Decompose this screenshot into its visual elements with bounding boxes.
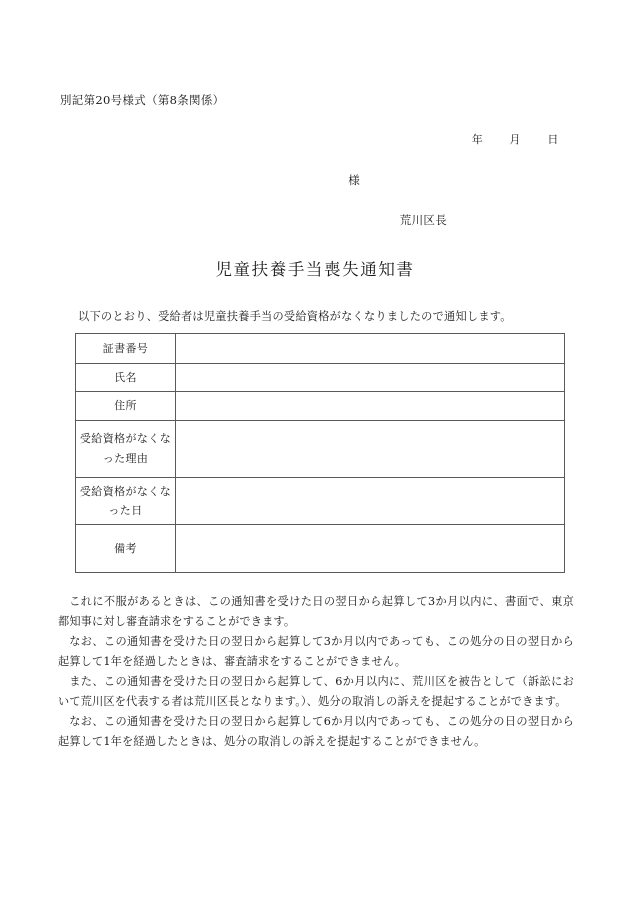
table-row (76, 392, 565, 420)
date-year-label: 年 (471, 133, 484, 146)
table-row (76, 364, 565, 392)
row-value-name[interactable] (176, 364, 565, 392)
form-number: 別記第20号様式（第8条関係） (60, 93, 225, 107)
notice-paragraph-2: なお、この通知書を受けた日の翌日から起算して3か月以内であっても、この処分の日の翌日から起算して1年を経過したときは、審査請求をすることができません。 (58, 634, 574, 668)
row-value-loss-reason[interactable] (176, 420, 565, 477)
row-label-remarks: 備考 (76, 525, 176, 573)
row-value-certificate-number[interactable] (176, 334, 565, 364)
table-row (76, 477, 565, 525)
row-label-address: 住所 (76, 392, 176, 420)
issuer-name: 荒川区長 (399, 213, 447, 227)
table-row (76, 525, 565, 573)
page-title: 児童扶養手当喪失通知書 (215, 260, 415, 279)
row-value-remarks[interactable] (176, 525, 565, 573)
addressee-honorific: 様 (348, 173, 360, 187)
row-value-address[interactable] (176, 392, 565, 420)
notice-details-table (75, 333, 565, 573)
intro-text: 以下のとおり、受給者は児童扶養手当の受給資格がなくなりましたので通知します。 (78, 310, 512, 323)
table-row (76, 334, 565, 364)
notice-paragraph-3: また、この通知書を受けた日の翌日から起算して、6か月以内に、荒川区を被告として（訴訟において荒川区を代表する者は荒川区長となります。）、処分の取消しの訴えを提起することができます。 (58, 674, 574, 708)
row-value-loss-date[interactable] (176, 477, 565, 525)
row-label-loss-reason: 受給資格がなくなった理由 (76, 420, 176, 477)
notice-paragraph-1: これに不服があるときは、この通知書を受けた日の翌日から起算して3か月以内に、書面で、東京都知事に対し審査請求をすることができます。 (58, 595, 574, 628)
table-row (76, 420, 565, 477)
date-line (0, 131, 570, 147)
row-label-certificate-number: 証書番号 (76, 334, 176, 364)
date-month-label: 月 (509, 133, 521, 146)
notice-paragraph-4: なお、この通知書を受けた日の翌日から起算して6か月以内であっても、この処分の日の翌日から起算して1年を経過したときは、処分の取消しの訴えを提起することができません。 (58, 714, 574, 748)
date-day-label: 日 (547, 133, 559, 146)
appeal-notices (58, 592, 574, 752)
row-label-loss-date: 受給資格がなくなった日 (76, 477, 176, 525)
row-label-name: 氏名 (76, 364, 176, 392)
